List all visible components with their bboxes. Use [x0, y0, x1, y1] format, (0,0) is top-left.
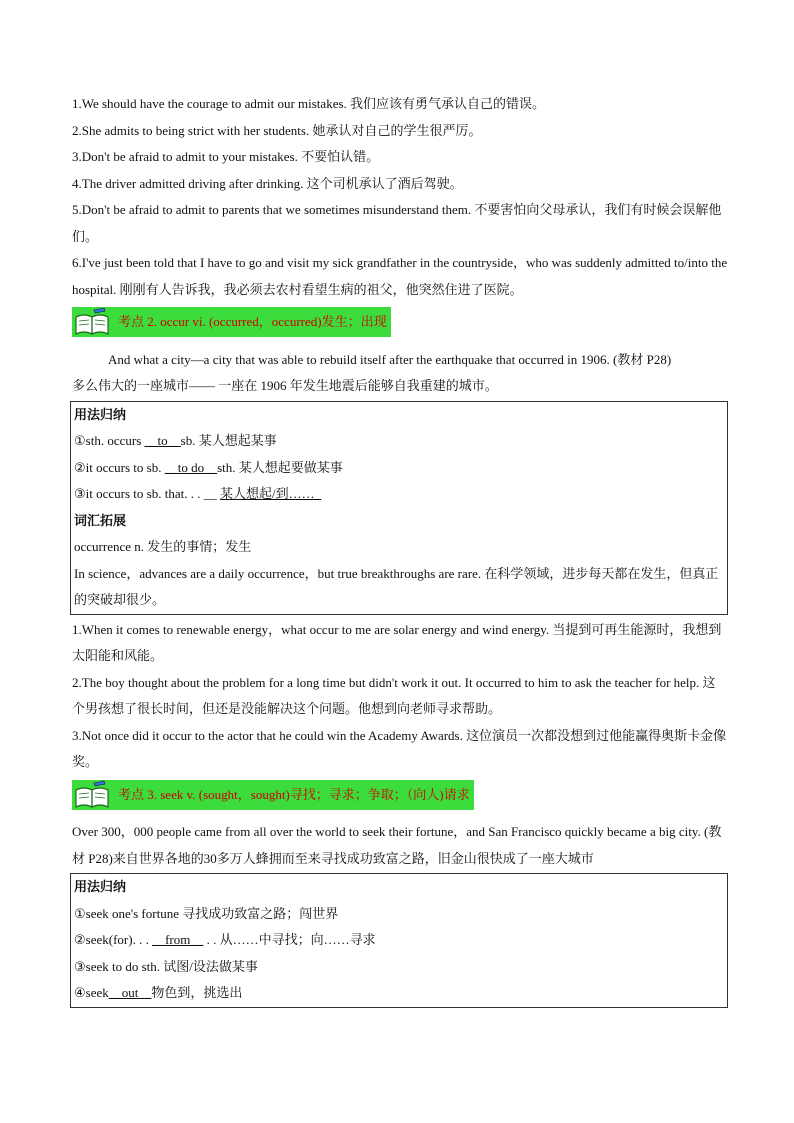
admit-example-5: 5.Don't be afraid to admit to parents that we sometimes misunderstand them. 不要害怕向父母承认，我们有时候会误解他们。: [72, 202, 722, 244]
seek-usage-box: [70, 873, 728, 1008]
section-tag-occur: [72, 307, 391, 337]
book-pencil-icon: [72, 307, 112, 337]
usage-item-1: ①seek one's fortune 寻找成功致富之路；闯世界: [74, 905, 339, 921]
usage-item-2: ②seek(for). . . __from__ . . 从……中寻找；向……寻求: [74, 932, 376, 947]
seek-intro: Over 300，000 people came from all over the world to seek their fortune，and San Francisco quickly became a big city. (教材 P28)来自世界各地的30多万人蜂拥而至来寻找成功致富之路，旧金山很快成了一座大城市: [72, 824, 722, 866]
occur-usage-box: [70, 401, 728, 615]
occur-intro-zh: 多么伟大的一座城市—— 一座在 1906 年发生地震后能够自我重建的城市。: [72, 378, 498, 393]
document-page: [72, 91, 728, 1010]
extension-heading: 词汇拓展: [74, 512, 127, 528]
occur-example-2: 2.The boy thought about the problem for a long time but didn't work it out. It occurred to him to ask the teacher for help. 这个男孩想了很长时间，但还是没能解决这个问题。他想到向老师寻求帮助。: [72, 674, 716, 716]
usage-item-4: ④seek__out__物色到，挑选出: [74, 985, 243, 1000]
section-tag-seek: [72, 780, 474, 810]
admit-example-4: 4.The driver admitted driving after drinking. 这个司机承认了酒后驾驶。: [72, 175, 463, 191]
admit-example-1: 1.We should have the courage to admit our mistakes. 我们应该有勇气承认自己的错误。: [72, 96, 546, 111]
usage-item-3: ③seek to do sth. 试图/设法做某事: [74, 958, 258, 974]
usage-item-3: ③it occurs to sb. that. . . __ 某人想起/到……_: [74, 486, 322, 501]
occur-example-3: 3.Not once did it occur to the actor that he could win the Academy Awards. 这位演员一次都没想到过他能赢得奥斯卡金像奖。: [72, 727, 727, 769]
usage-heading: 用法归纳: [74, 879, 127, 894]
admit-example-3: 3.Don't be afraid to admit to your mistakes. 不要怕认错。: [72, 149, 380, 164]
usage-heading: 用法归纳: [74, 406, 127, 422]
admit-example-6: 6.I've just been told that I have to go and visit my sick grandfather in the countryside，who was suddenly admitted to/into the hospital. 刚刚有人告诉我，我必须去农村看望生病的祖父，他突然住进了医院。: [72, 255, 728, 297]
occur-intro-en: And what a city—a city that was able to rebuild itself after the earthquake that occurred in 1906. (教材 P28): [108, 351, 672, 367]
admit-example-2: 2.She admits to being strict with her students. 她承认对自己的学生很严厉。: [72, 122, 482, 138]
book-pencil-icon: [72, 780, 112, 810]
extension-item-1: occurrence n. 发生的事情；发生: [74, 539, 252, 554]
usage-item-2: ②it occurs to sb. __to do__sth. 某人想起要做某事: [74, 459, 343, 475]
occur-example-1: 1.When it comes to renewable energy，what occur to me are solar energy and wind energy. 当提到可再生能源时，我想到太阳能和风能。: [72, 621, 722, 663]
section-tag-label: 考点 2. occur vi. (occurred，occurred)发生；出现: [118, 314, 387, 329]
usage-item-1: ①sth. occurs __to__sb. 某人想起某事: [74, 433, 277, 448]
extension-example: In science，advances are a daily occurrence，but true breakthroughs are rare. 在科学领域，进步每天都在发生，但真正的突破却很少。: [74, 565, 719, 607]
section-tag-label: 考点 3. seek v. (sought，sought)寻找；寻求；争取；（向人)请求: [118, 786, 470, 802]
